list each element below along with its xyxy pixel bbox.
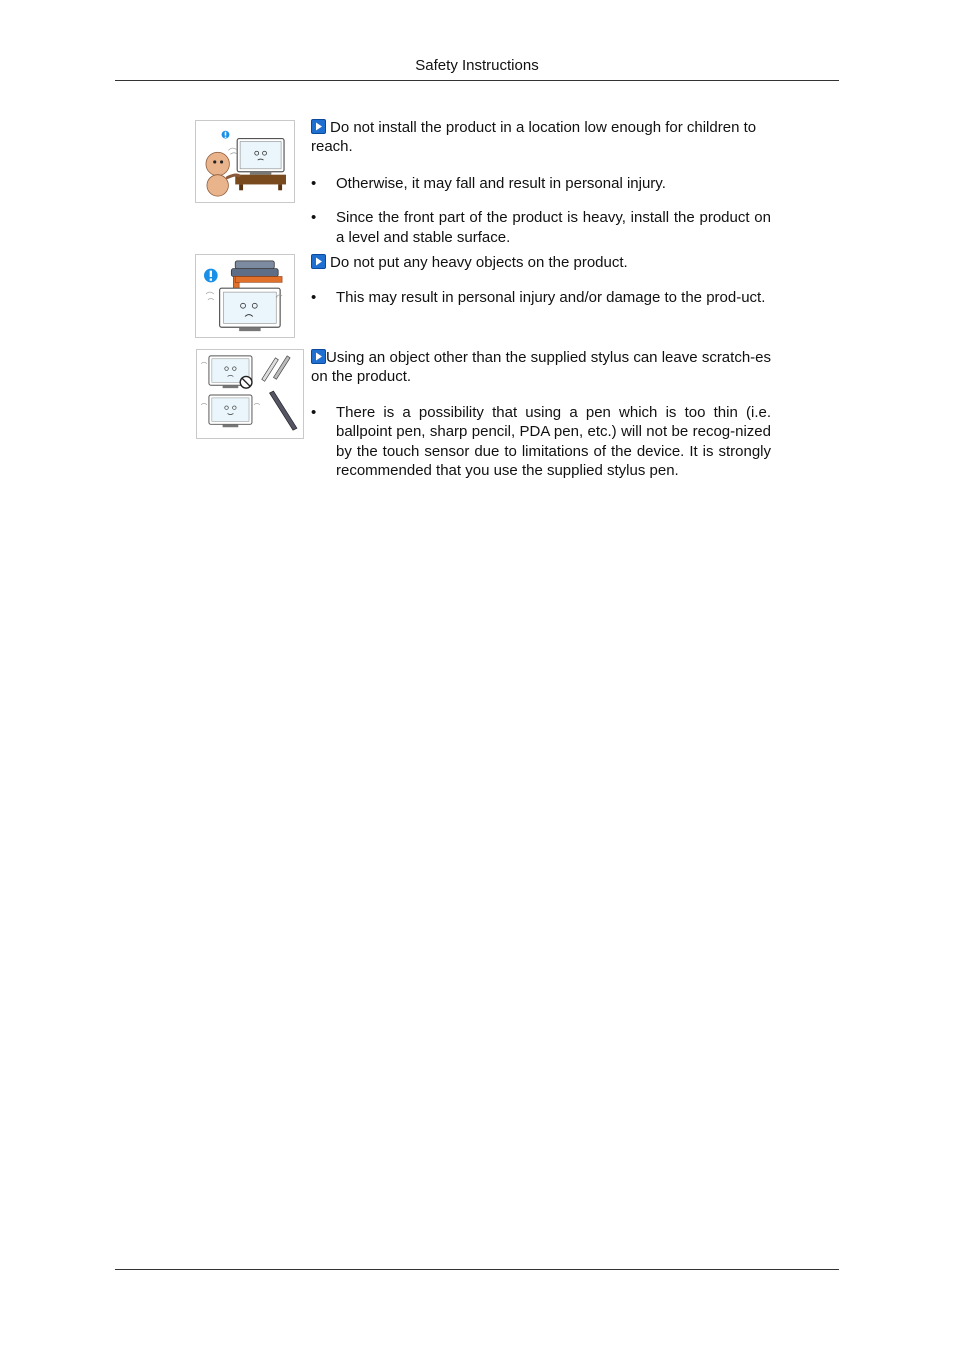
section-stylus bbox=[311, 348, 771, 480]
heavy-objects-warning-illustration bbox=[195, 254, 295, 338]
page-title: Safety Instructions bbox=[415, 57, 539, 74]
bullet-item bbox=[311, 174, 771, 193]
bullet-glyph: • bbox=[311, 403, 317, 421]
play-marker-icon bbox=[311, 119, 326, 134]
play-marker-icon bbox=[311, 254, 326, 269]
section-lead-text: Using an object other than the supplied stylus can leave scratch-es on the product. bbox=[311, 349, 771, 386]
section-heavy-objects bbox=[311, 253, 771, 308]
bullet-item bbox=[311, 208, 771, 247]
bullet-item bbox=[311, 403, 771, 481]
bullet-text: Otherwise, it may fall and result in personal injury. bbox=[336, 174, 666, 192]
footer-divider bbox=[115, 1269, 839, 1270]
bullet-item bbox=[311, 288, 771, 307]
bullet-text: Since the front part of the product is heavy, install the product on a level and stable surface. bbox=[336, 209, 771, 246]
section-lead-text: Do not put any heavy objects on the product. bbox=[330, 254, 628, 271]
bullet-glyph: • bbox=[311, 209, 317, 227]
bullet-glyph: • bbox=[311, 174, 317, 192]
play-marker-icon bbox=[311, 349, 326, 364]
children-reach-warning-illustration bbox=[195, 120, 295, 203]
section-children-reach bbox=[311, 118, 771, 247]
bullet-text: There is a possibility that using a pen which is too thin (i.e. ballpoint pen, sharp pencil, PDA pen, etc.) will not be recog-nized by the touch sensor due to limitations of the device. It is strongly recommended that you use the supplied stylus pen. bbox=[336, 403, 771, 480]
section-lead-text: Do not install the product in a location low enough for children to reach. bbox=[311, 119, 757, 156]
stylus-pen-illustration bbox=[196, 349, 304, 439]
header-divider bbox=[115, 80, 839, 81]
bullet-text: This may result in personal injury and/or damage to the prod-uct. bbox=[336, 289, 766, 307]
bullet-glyph: • bbox=[311, 289, 317, 307]
